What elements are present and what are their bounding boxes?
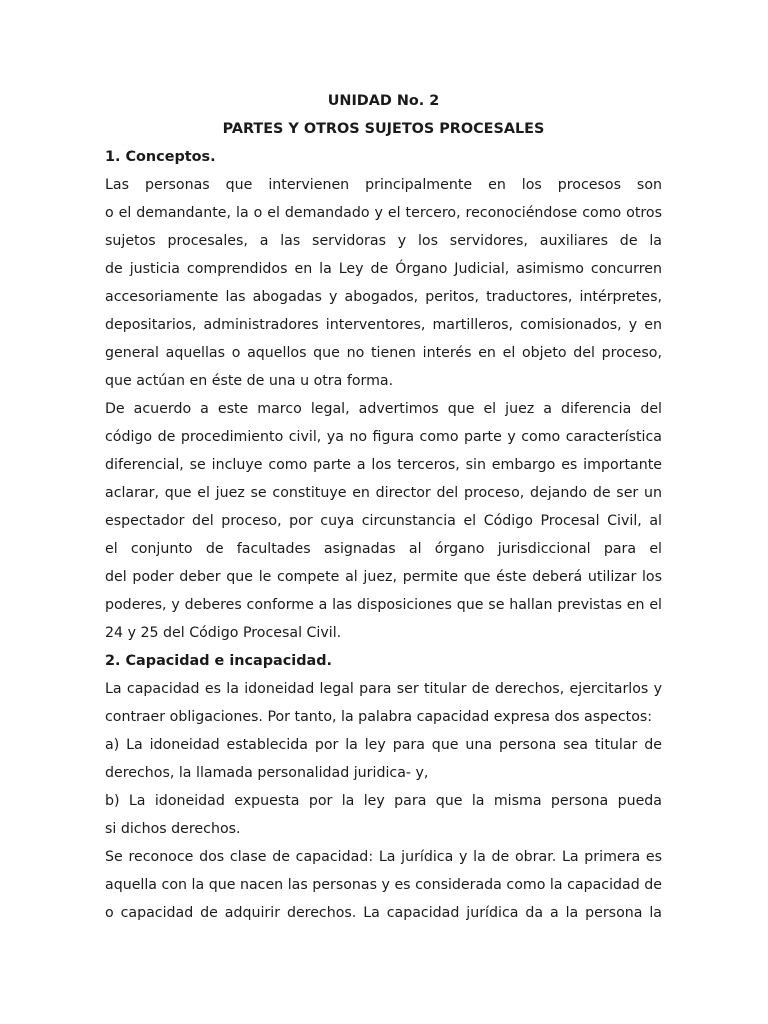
paragraph xyxy=(105,731,662,787)
text-line: derechos, la llamada personalidad juridica- y, xyxy=(105,765,429,781)
paragraph xyxy=(105,787,662,843)
text-line: Se reconoce dos clase de capacidad: La jurídica y la de obrar. La primera es xyxy=(105,849,662,865)
text-line: o el demandante, la o el demandado y el tercero, reconociéndose como otros xyxy=(105,205,662,221)
text-line: espectador del proceso, por cuya circunstancia el Código Procesal Civil, al xyxy=(105,513,662,529)
text-line: del poder deber que le compete al juez, permite que éste deberá utilizar los xyxy=(105,569,662,585)
text-line: Las personas que intervienen principalmente en los procesos son xyxy=(105,177,662,193)
text-line: sujetos procesales, a las servidoras y los servidores, auxiliares de la xyxy=(105,233,662,249)
text-line: depositarios, administradores interventores, martilleros, comisionados, y en xyxy=(105,317,662,333)
text-line: si dichos derechos. xyxy=(105,821,241,837)
text-line: aquella con la que nacen las personas y es considerada como la capacidad de xyxy=(105,877,662,893)
text-line: poderes, y deberes conforme a las disposiciones que se hallan previstas en el xyxy=(105,597,662,613)
text-line: 24 y 25 del Código Procesal Civil. xyxy=(105,625,342,641)
text-line: La capacidad es la idoneidad legal para ser titular de derechos, ejercitarlos y xyxy=(105,681,662,697)
text-line: aclarar, que el juez se constituye en director del proceso, dejando de ser un xyxy=(105,485,662,501)
text-line: contraer obligaciones. Por tanto, la palabra capacidad expresa dos aspectos: xyxy=(105,709,653,725)
text-line: que actúan en éste de una u otra forma. xyxy=(105,373,394,389)
paragraph xyxy=(105,171,662,395)
text-line: de justicia comprendidos en la Ley de Órgano Judicial, asimismo concurren xyxy=(105,261,662,277)
text-line: a) La idoneidad establecida por la ley para que una persona sea titular de xyxy=(105,737,662,753)
unit-subtitle: PARTES Y OTROS SUJETOS PROCESALES xyxy=(222,121,545,137)
section-heading: 1. Conceptos. xyxy=(105,149,216,165)
unit-title: UNIDAD No. 2 xyxy=(327,93,440,109)
text-line: De acuerdo a este marco legal, advertimos que el juez a diferencia del xyxy=(105,401,662,417)
text-line: código de procedimiento civil, ya no figura como parte y como característica xyxy=(105,429,662,445)
section-heading: 2. Capacidad e incapacidad. xyxy=(105,653,333,669)
paragraph xyxy=(105,675,662,731)
text-line: el conjunto de facultades asignadas al órgano jurisdiccional para el xyxy=(105,541,662,557)
text-line: diferencial, se incluye como parte a los terceros, sin embargo es importante xyxy=(105,457,662,473)
paragraph xyxy=(105,395,662,647)
text-line: b) La idoneidad expuesta por la ley para que la misma persona pueda xyxy=(105,793,662,809)
text-line: general aquellas o aquellos que no tienen interés en el objeto del proceso, xyxy=(105,345,662,361)
text-line: o capacidad de adquirir derechos. La capacidad jurídica da a la persona la xyxy=(105,905,662,921)
paragraph xyxy=(105,843,662,927)
document-page xyxy=(105,87,662,927)
text-line: accesoriamente las abogadas y abogados, peritos, traductores, intérpretes, xyxy=(105,289,662,305)
